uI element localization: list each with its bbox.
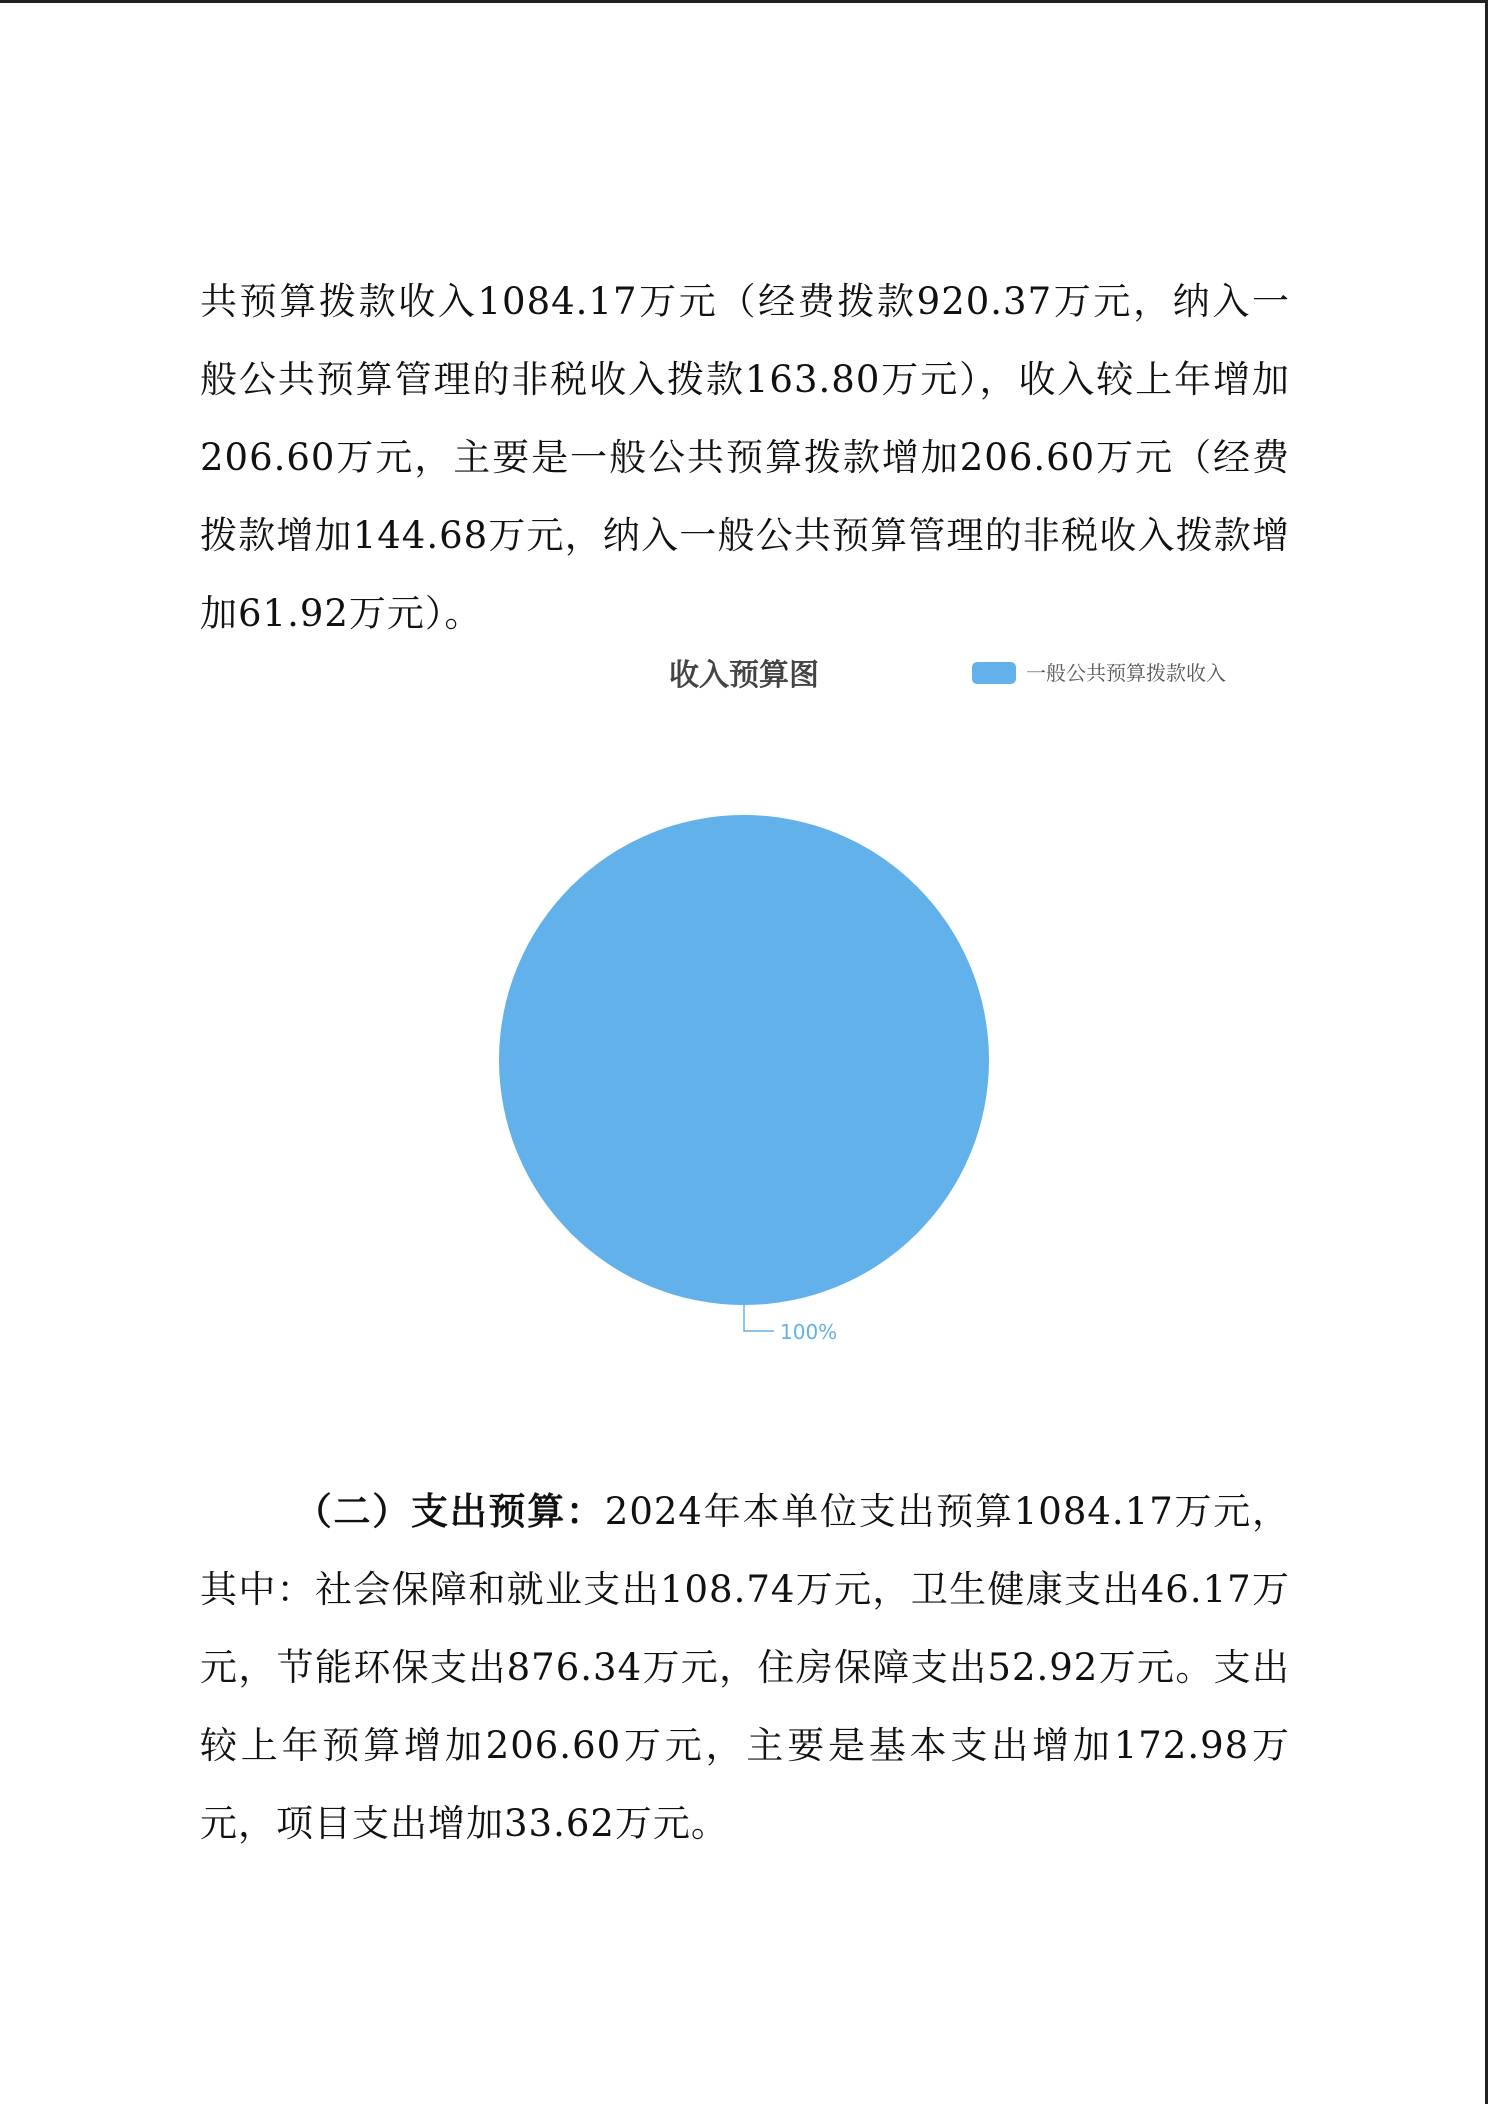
slice-label-leader-line	[744, 1305, 774, 1331]
pie-slices	[499, 815, 989, 1305]
expense-section-heading: （二）支出预算：	[294, 1490, 605, 1533]
expense-budget-text	[200, 1473, 1290, 1863]
expense-budget-body: 2024年本单位支出预算1084.17万元，其中：社会保障和就业支出108.74万元，卫生健康支出46.17万元，节能环保支出876.34万元，住房保障支出52.92万元。支出较上年预算增加206.60万元，主要是基本支出增加172.98万元，项目支出增加33.62万元。	[200, 1490, 1291, 1845]
legend-swatch	[972, 662, 1016, 684]
page-top-border	[0, 0, 1488, 3]
expense-budget-paragraph	[200, 1473, 1290, 1863]
pie-slice-0[interactable]	[499, 815, 989, 1305]
slice-percent-label: 100%	[780, 1320, 838, 1344]
pie-chart-svg	[460, 640, 1300, 1360]
chart-title: 收入预算图	[669, 658, 819, 693]
income-budget-paragraph	[200, 263, 1290, 653]
legend-label: 一般公共预算拨款收入	[1026, 661, 1226, 685]
income-budget-text: 共预算拨款收入1084.17万元（经费拨款920.37万元，纳入一般公共预算管理的非税收入拨款163.80万元），收入较上年增加206.60万元，主要是一般公共预算拨款增加206.60万元（经费拨款增加144.68万元，纳入一般公共预算管理的非税收入拨款增加61.92万元）。	[200, 280, 1290, 635]
income-budget-pie-chart	[460, 640, 1300, 1360]
